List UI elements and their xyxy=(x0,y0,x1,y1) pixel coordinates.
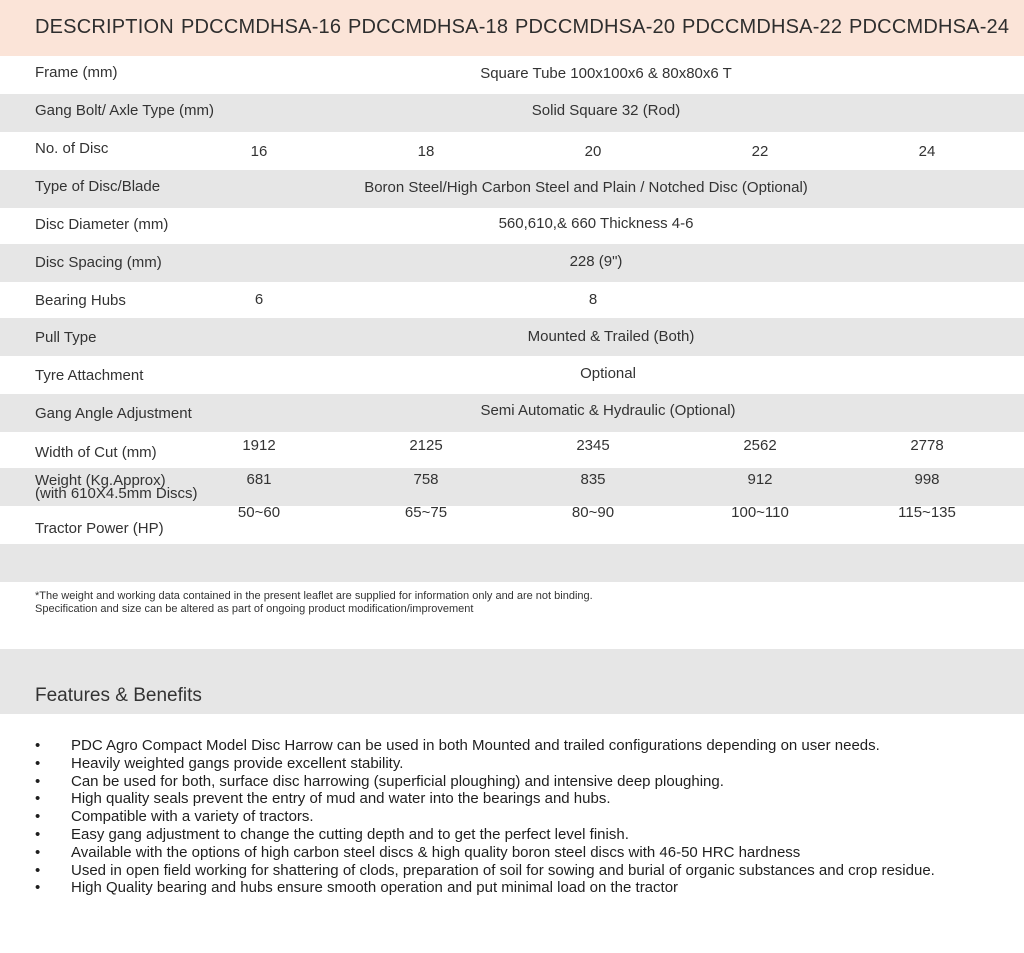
row-value: Optional xyxy=(580,365,636,382)
list-item: • Used in open field working for shattering of clods, preparation of soil for sowing and burial of organic substances and crop residue. xyxy=(35,861,935,879)
row-cell: 80~90 xyxy=(571,504,615,521)
row-cell: 681 xyxy=(246,471,272,488)
row-value: Semi Automatic & Hydraulic (Optional) xyxy=(480,402,736,419)
list-item: • Can be used for both, surface disc harrowing (superficial ploughing) and intensive deep ploughing. xyxy=(35,772,724,790)
row-label: Tyre Attachment xyxy=(35,367,144,384)
features-list xyxy=(35,737,935,897)
model-heading: PDCCMDHSA-20 xyxy=(515,16,676,38)
row-value: Boron Steel/High Carbon Steel and Plain / Notched Disc (Optional) xyxy=(364,179,808,196)
row-label: Disc Spacing (mm) xyxy=(35,254,162,271)
row-cell: 758 xyxy=(413,471,439,488)
row-label: Tractor Power (HP) xyxy=(35,520,164,537)
model-heading: PDCCMDHSA-16 xyxy=(181,16,342,38)
row-cell: 835 xyxy=(580,471,606,488)
description-heading: DESCRIPTION xyxy=(35,16,174,38)
table-row xyxy=(0,56,1024,94)
row-cell: 100~110 xyxy=(731,504,789,521)
model-heading: PDCCMDHSA-24 xyxy=(849,16,1010,38)
table-row xyxy=(0,468,1024,506)
list-item: • Available with the options of high carbon steel discs & high quality boron steel discs with 46-50 HRC hardness xyxy=(35,843,801,861)
row-cell: 998 xyxy=(914,471,940,488)
list-item: • High Quality bearing and hubs ensure smooth operation and put minimal load on the tractor xyxy=(35,879,679,897)
row-value: 228 (9") xyxy=(569,253,623,270)
table-row xyxy=(0,170,1024,208)
table-row xyxy=(0,282,1024,320)
row-cell: 912 xyxy=(747,471,773,488)
table-row xyxy=(0,506,1024,544)
row-cell: 2778 xyxy=(910,437,944,454)
row-label: Gang Angle Adjustment xyxy=(35,405,192,422)
row-cell: 115~135 xyxy=(898,504,956,521)
row-label: Pull Type xyxy=(35,329,97,346)
disclaimer-note: Specification and size can be altered as part of ongoing product modification/improvement xyxy=(35,603,474,615)
row-label: Bearing Hubs xyxy=(35,292,126,309)
row-label: Gang Bolt/ Axle Type (mm) xyxy=(35,102,214,119)
row-cell: 20 xyxy=(584,143,602,160)
table-row-empty xyxy=(0,544,1024,582)
row-cell: 18 xyxy=(417,143,435,160)
row-value: Square Tube 100x100x6 & 80x80x6 T xyxy=(480,65,732,82)
disclaimer-note: *The weight and working data contained in the present leaflet are supplied for information only and are not binding. xyxy=(35,590,593,602)
row-label: Type of Disc/Blade xyxy=(35,178,161,195)
row-label: Width of Cut (mm) xyxy=(35,444,157,461)
model-heading: PDCCMDHSA-22 xyxy=(682,16,843,38)
table-row xyxy=(0,132,1024,170)
table-row xyxy=(0,244,1024,282)
row-cell: 8 xyxy=(588,291,598,308)
row-label: Weight (Kg.Approx) xyxy=(35,472,166,489)
row-value: 560,610,& 660 Thickness 4-6 xyxy=(498,215,694,232)
table-row xyxy=(0,318,1024,356)
row-label: Disc Diameter (mm) xyxy=(35,216,169,233)
row-cell: 22 xyxy=(751,143,769,160)
table-row xyxy=(0,94,1024,132)
row-cell: 24 xyxy=(918,143,936,160)
features-title: Features & Benefits xyxy=(35,685,202,706)
row-sublabel: (with 610X4.5mm Discs) xyxy=(35,485,198,502)
list-item: • Heavily weighted gangs provide excellent stability. xyxy=(35,754,404,772)
row-label: No. of Disc xyxy=(35,140,109,157)
row-label: Frame (mm) xyxy=(35,64,118,81)
row-cell: 65~75 xyxy=(404,504,448,521)
row-value: Solid Square 32 (Rod) xyxy=(531,102,681,119)
row-cell: 16 xyxy=(250,143,268,160)
model-heading: PDCCMDHSA-18 xyxy=(348,16,509,38)
table-row xyxy=(0,394,1024,432)
row-cell: 6 xyxy=(254,291,264,308)
row-cell: 50~60 xyxy=(237,504,281,521)
table-row xyxy=(0,208,1024,246)
row-value: Mounted & Trailed (Both) xyxy=(527,328,695,345)
list-item: • Easy gang adjustment to change the cutting depth and to get the perfect level finish. xyxy=(35,825,629,843)
list-item: • Compatible with a variety of tractors. xyxy=(35,808,314,826)
list-item: • PDC Agro Compact Model Disc Harrow can be used in both Mounted and trailed configurations depending on user needs. xyxy=(35,737,880,754)
row-cell: 2345 xyxy=(576,437,610,454)
table-header xyxy=(0,0,1024,56)
row-cell: 1912 xyxy=(242,437,276,454)
list-item: • High quality seals prevent the entry of mud and water into the bearings and hubs. xyxy=(35,790,611,808)
table-row xyxy=(0,432,1024,470)
row-cell: 2125 xyxy=(409,437,443,454)
row-cell: 2562 xyxy=(743,437,777,454)
table-row xyxy=(0,356,1024,394)
